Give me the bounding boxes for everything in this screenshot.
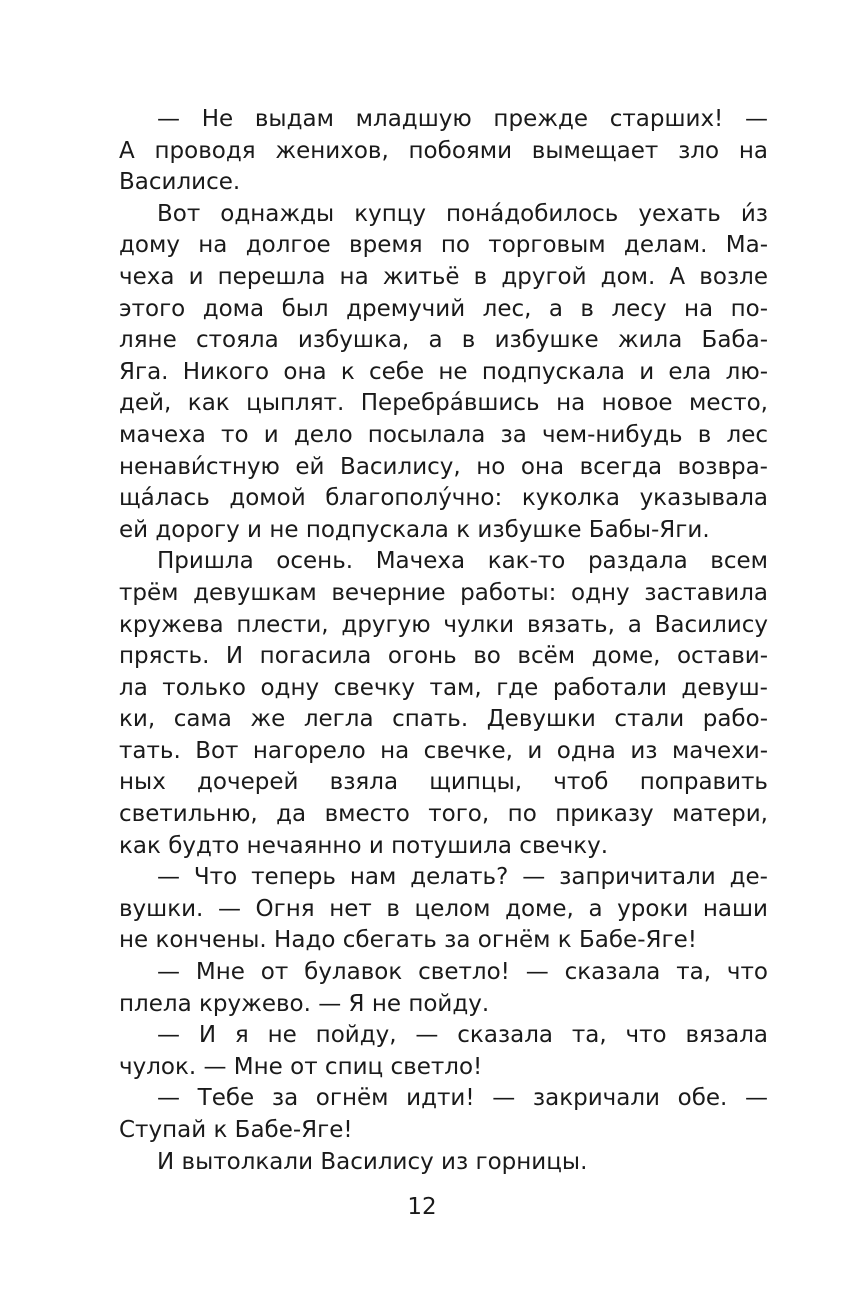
text-line: мачеха то и дело посылала за чем-нибудь в лес: [119, 421, 768, 448]
text-line: — Что теперь нам делать? — запричитали де-: [157, 864, 768, 891]
text-line: ных дочерей взяла щипцы, чтоб поправить: [119, 769, 768, 796]
text-line: кружева плести, другую чулки вязать, а Василису: [119, 611, 768, 638]
text-line: прясть. И погасила огонь во всём доме, остави-: [119, 643, 768, 670]
body-text: [119, 104, 768, 1178]
text-line: плела кружево. — Я не пойду.: [119, 990, 490, 1017]
text-line: — Не выдам младшую прежде старших! —: [157, 106, 768, 132]
text-line: не кончены. Надо сбегать за огнём к Бабе-Яге!: [119, 927, 697, 954]
text-line: Вот однажды купцу понáдобилось уехать и́з: [157, 200, 768, 227]
text-line: ляне стояла избушка, а в избушке жила Баба-: [119, 327, 768, 354]
text-line: щáлась домой благополу́чно: куколка указывала: [119, 485, 768, 512]
text-line: А проводя женихов, побоями вымещает зло на: [119, 137, 768, 164]
text-line: светильню, да вместо того, по приказу матери,: [119, 801, 768, 828]
text-line: — Тебе за огнём идти! — закричали обе. —: [157, 1085, 768, 1112]
text-line: И вытолкали Василису из горницы.: [157, 1148, 588, 1175]
text-line: чулок. — Мне от спиц светло!: [119, 1053, 483, 1080]
text-line: Василисе.: [119, 169, 241, 196]
text-line: трём девушкам вечерние работы: одну заставила: [119, 579, 768, 606]
text-line: Яга. Никого она к себе не подпускала и ела лю-: [119, 358, 768, 385]
text-line: тать. Вот нагорело на свечке, и одна из мачехи-: [119, 737, 768, 764]
text-line: ей дорогу и не подпускала к избушке Бабы-Яги.: [119, 516, 710, 543]
text-line: как будто нечаянно и потушила свечку.: [119, 832, 609, 859]
text-line: Пришла осень. Мачеха как-то раздала всем: [157, 548, 768, 575]
text-line: дому на долгое время по торговым делам. Ма-: [119, 232, 768, 259]
text-line: Ступай к Бабе-Яге!: [119, 1117, 353, 1143]
text-line: ки, сама же легла спать. Девушки стали рабо-: [119, 706, 768, 733]
text-line: — Мне от булавок светло! — сказала та, что: [157, 959, 768, 986]
text-line: дей, как цыплят. Перебрáвшись на новое место,: [119, 390, 768, 417]
text-line: вушки. — Огня нет в целом доме, а уроки наши: [119, 895, 768, 922]
page-number: 12: [407, 1194, 437, 1220]
text-line: этого дома был дремучий лес, а в лесу на по-: [119, 295, 768, 322]
text-line: ненави́стную ей Василису, но она всегда возвра-: [119, 453, 768, 480]
text-line: ла только одну свечку там, где работали девуш-: [119, 674, 768, 701]
text-line: — И я не пойду, — сказала та, что вязала: [157, 1022, 768, 1049]
text-line: чеха и перешла на житьё в другой дом. А возле: [119, 263, 768, 290]
